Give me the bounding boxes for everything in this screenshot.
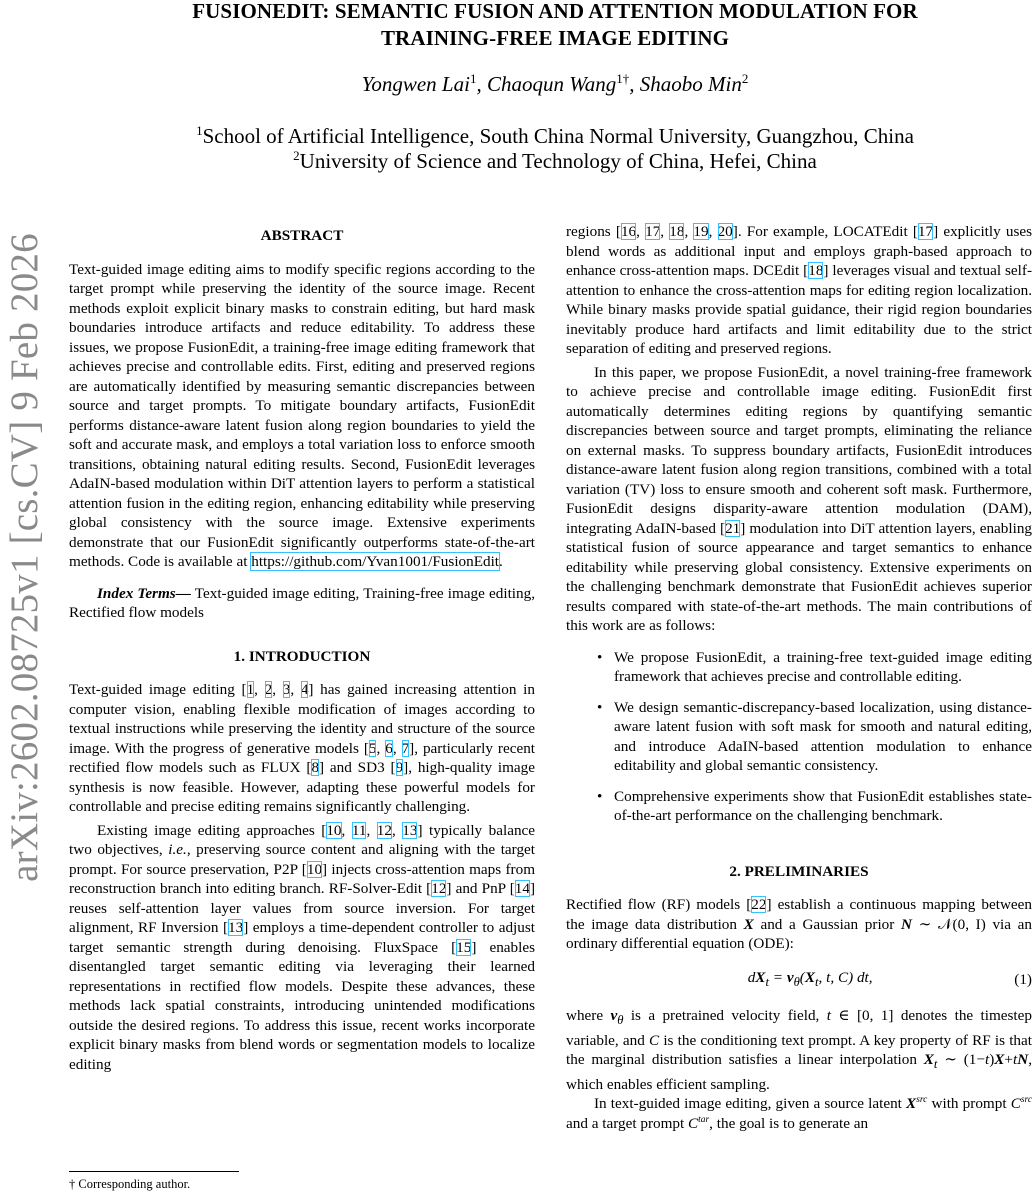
math-symbol: N [900, 915, 912, 933]
text: and a target prompt [566, 1114, 689, 1132]
list-item: • Comprehensive experiments show that FusionEdit establishes state-of-the-art performance on the challenging benchmark. [566, 787, 1032, 826]
affiliation-mark: 2 [293, 148, 300, 163]
intro-paragraph-2-cont: regions [16, 17, 18, 19, 20]. For example, LOCATEdit [17] explicitly uses blend words as additional input and employs graph-based approach to enhance cross-attention maps. DCEdit [18] leverages visual and textual self-attention to enhance the cross-attention maps for editing region localization. While binary masks provide spatial guidance, their rigid region boundaries inevitably produce hard artifacts and limit editability due to the strict separation of editing and preserved regions. [566, 223, 1033, 357]
citation[interactable]: 10 [306, 860, 323, 878]
text: has gained increasing attention in computer vision, enabling flexible modification of images according to textual instructions while preserving the identity and structure of the source image. With the progress of generative models [69, 681, 535, 757]
citation[interactable]: 18 [669, 223, 685, 240]
text: ∼ 𝒩(0, I) via an ordinary differential equation (ODE): [566, 915, 1032, 952]
text: ∈ [0, 1] denotes the timestep variable, and [566, 1007, 1032, 1049]
abstract-text: Text-guided image editing aims to modify specific regions according to the target prompt while preserving the identity of the source image. Recent methods exploit explicit binary masks to constrain editing, but hard mask boundaries introduce artifacts and reduce editability. To address these issues, we propose FusionEdit, a training-free image editing framework that achieves precise and controllable edits. First, editing and preserved regions are automatically identified by measuring semantic discrepancies between source and target prompts. To mitigate boundary artifacts, FusionEdit performs distance-aware latent fusion along region boundaries to yield the soft and accurate mask, and employs a total variation loss to enforce smooth transitions, obtaining natural editing results. Second, FusionEdit leverages AdaIN-based modulation within DiT attention layers to perform a statistical attention fusion in the editing region, enhancing editability while preserving global consistency with the source image. Extensive experiments demonstrate that our FusionEdit significantly outperforms state-of-the-art methods. Code is available at [69, 260, 535, 570]
citation[interactable]: 4 [300, 681, 309, 698]
index-terms-text: Text-guided image editing, Training-free image editing, Rectified flow models [69, 584, 536, 621]
text: is the conditioning text prompt. A key property of RF is that the marginal distribution satisfies a linear interpolation [566, 1031, 1032, 1069]
text: reuses self-attention layer values from source inversion. For target alignment, RF Inversion [69, 899, 535, 936]
citation[interactable]: 2 [264, 681, 273, 698]
author-name: Yongwen Lai [361, 72, 470, 96]
left-column [69, 222, 535, 1074]
preliminaries-paragraph-2: where $v_\theta$ is a pretrained velocity field, t ∈ [0, 1] denotes the timestep variable, and C is the conditioning text prompt. A key property of RF is that the marginal distribution satisfies a linear interpolation $X_t$ ∼ (1−t)X+tN, which enables efficient sampling. [566, 1007, 1032, 1093]
arxiv-stamp [2, 222, 46, 892]
author-mark: 2 [741, 71, 749, 86]
text: and a Gaussian prior [753, 915, 901, 933]
text: , the goal is to generate an [709, 1114, 869, 1132]
citation[interactable]: 6 [385, 739, 393, 757]
citation[interactable]: 13 [402, 821, 418, 839]
intro-paragraph-2: Existing image editing approaches [10, 11, 12, 13] typically balance two objectives, i.e., preserving source content and aligning with the target prompt. For source preservation, P2P [10] injects cross-attention maps from reconstruction branch into editing branch. RF-Solver-Edit [12] and PnP [14] reuses self-attention layer values from source inversion. For target alignment, RF Inversion [13] employs a time-dependent controller to adjust target semantic strength during denoising. FluxSpace [15] enables disentangled target semantic editing via leveraging their learned representations in rectified flow models. Despite these advances, these methods lack spatial constraints, introducing unintended modifications outside the desired regions. To address this issue, recent works incorporate explicit binary masks from blend words or segmentation models to localize editing [69, 821, 536, 1073]
arxiv-id: arXiv:2602.08725v1 [cs.CV] 9 Feb 2026 [2, 232, 46, 882]
text: where [566, 1007, 611, 1025]
author-mark: 1† [616, 71, 630, 86]
citation[interactable]: 18 [808, 262, 824, 279]
preliminaries-paragraph: Rectified flow (RF) models [22] establish a continuous mapping between the image data distribution X and a Gaussian prior N ∼ 𝒩(0, I) via an ordinary differential equation (ODE): [566, 896, 1032, 952]
text: . For example, LOCATEdit [737, 223, 913, 240]
citation[interactable]: 1 [246, 681, 255, 698]
equation-body: $dX_t = v_\theta(X_t$, t, C) dt, [747, 968, 873, 989]
citation[interactable]: 8 [311, 759, 320, 776]
code-link[interactable]: https://github.com/Yvan1001/FusionEdit [251, 553, 500, 570]
right-column [566, 222, 1032, 1133]
abstract-end: . [499, 553, 503, 570]
text: explicitly uses blend words as additional input and employs graph-based approach to enhance cross-attention maps. DCEdit [566, 223, 1033, 279]
citation[interactable]: 9 [395, 759, 404, 776]
text: , high-quality image synthesis is now feasible. However, adapting these powerful models for controllable and precise editing remains significantly challenging. [69, 759, 536, 815]
footnote: † Corresponding author. [69, 1177, 535, 1192]
text: establish a continuous mapping between the image data distribution [566, 896, 1032, 933]
author-name: Shaobo Min [639, 72, 742, 96]
math-symbol: X [743, 915, 754, 933]
author-list: Yongwen Lai$^1$, Chaoqun Wang$^{1\dagger}$, Shaobo Min$^2$ [361, 71, 749, 96]
list-item: • We design semantic-discrepancy-based localization, using distance-aware latent fusion with soft mask for smooth and natural editing, and introduce AdaIN-based attention modulation to enhance editability and global semantic consistency. [566, 698, 1032, 776]
text: and PnP [451, 880, 510, 897]
text: Existing image editing approaches [97, 821, 322, 839]
preliminaries-paragraph-3: In text-guided image editing, given a source latent $X^{src}$ with prompt $C^{src}$ and a target prompt $C^{tar}$, the goal is to generate an [566, 1095, 1032, 1132]
equation-number: (1) [1014, 971, 1032, 989]
abstract-heading: ABSTRACT [260, 227, 344, 244]
intro-paragraph-3: In this paper, we propose FusionEdit, a novel training-free framework to achieve precise and controllable image editing. FusionEdit first automatically determines editing regions by quantifying semantic discrepancies between source and target prompts, eliminating the reliance on external masks. To suppress boundary artifacts, FusionEdit introduces distance-aware latent fusion along region transitions, combined with a total variation (TV) loss to ensure smooth and coherent soft mask. Furthermore, FusionEdit designs disparity-aware attention modulation (DAM), integrating AdaIN-based [21] modulation into DiT attention layers, enabling statistical fusion of source appearance and target semantics to enhance editability while preserving global consistency. Extensive experiments on the challenging benchmark demonstrate that FusionEdit achieves superior results compared with state-of-the-art methods. The main contributions of this work are as follows: [566, 363, 1033, 634]
equation-1 [566, 968, 1032, 993]
index-terms-label: Index Terms— [97, 584, 191, 602]
author-name: Chaoqun Wang [486, 72, 617, 96]
affiliations [0, 124, 1033, 174]
text: regions [566, 223, 616, 240]
text: i.e. [168, 841, 187, 858]
preliminaries-heading: 2. PRELIMINARIES [729, 862, 869, 880]
list-item: • We propose FusionEdit, a training-free text-guided image editing framework that achieves precise and controllable editing. [566, 648, 1032, 687]
affiliation-mark: 1 [196, 123, 203, 138]
text: typically balance two objectives, [69, 821, 536, 858]
affiliation-2 [0, 149, 1033, 174]
citation[interactable]: 21 [725, 519, 741, 537]
affiliation-text: School of Artificial Intelligence, South China Normal University, Guangzhou, China [202, 124, 914, 148]
text: with prompt [927, 1095, 1011, 1113]
citation[interactable]: 15 [456, 938, 472, 956]
text: In this paper, we propose FusionEdit, a novel training-free framework to achieve precise and controllable image editing. FusionEdit first automatically determines editing regions by quantifying semantic discrepancies between source and target prompts, eliminating the reliance on external masks. To suppress boundary artifacts, FusionEdit introduces distance-aware latent fusion along region transitions, combined with a total variation (TV) loss to ensure smooth and coherent soft mask. Furthermore, FusionEdit designs disparity-aware attention modulation (DAM), integrating AdaIN-based [566, 363, 1032, 537]
author-mark: 1 [469, 71, 477, 86]
text: , particularly recent rectified flow models such as FLUX [69, 739, 536, 776]
citation[interactable]: 12 [431, 880, 447, 897]
citation[interactable]: 16 [620, 223, 637, 240]
citation[interactable]: 11 [351, 821, 367, 839]
text: Text-guided image editing [69, 681, 242, 698]
citation[interactable]: 12 [376, 821, 392, 839]
text: , which enables efficient sampling. [566, 1051, 1032, 1093]
citation[interactable]: 13 [228, 919, 244, 936]
citation[interactable]: 22 [751, 896, 767, 913]
text: employs a time-dependent controller to adjust target semantic strength during denoising. FluxSpace [69, 919, 535, 956]
citation[interactable]: 7 [401, 739, 410, 757]
text: leverages visual and textual self-attention to enhance the cross-attention maps for editing region localization. While binary masks provide spatial guidance, their rigid region boundaries inevitably produce hard artifacts and limit editability due to the strict separation of editing and preserved regions. [566, 262, 1032, 357]
affiliation-1 [0, 124, 1033, 149]
intro-heading: 1. INTRODUCTION [233, 647, 371, 665]
citation[interactable]: 20 [717, 223, 733, 240]
index-terms [69, 584, 535, 623]
contribution-list [566, 648, 1032, 826]
text: is a pretrained velocity field, [623, 1007, 827, 1025]
citation[interactable]: 17 [645, 223, 661, 240]
text: enables disentangled target semantic editing via leveraging their learned representations in rectified flow models. Despite these advances, these methods lack spatial constraints, introducing unintended modifications outside the desired regions. To address this issue, recent works incorporate explicit binary masks from blend words or segmentation models to localize editing [69, 938, 535, 1073]
text: injects cross-attention maps from reconstruction branch into editing branch. RF-Solver-Edit [69, 860, 536, 897]
intro-paragraph-1: Text-guided image editing [1, 2, 3, 4] has gained increasing attention in computer vision, enabling flexible modification of images according to textual instructions while preserving the identity and structure of the source image. With the progress of generative models [5, 6, 7], particularly recent rectified flow models such as FLUX [8] and SD3 [9], high-quality image synthesis is now feasible. However, adapting these powerful models for controllable and precise editing remains significantly challenging. [69, 681, 536, 815]
text: modulation into DiT attention layers, enabling statistical fusion of source appearance and target semantics to enhance editability while preserving global consistency. Extensive experiments on the challenging benchmark demonstrate that FusionEdit achieves superior results compared with state-of-the-art methods. The main contributions of this work are as follows: [566, 519, 1033, 634]
citation[interactable]: 3 [282, 681, 291, 698]
text: In text-guided image editing, given a source latent [594, 1095, 907, 1113]
paper-title [0, 0, 1033, 52]
affiliation-text: University of Science and Technology of China, Hefei, China [299, 149, 817, 173]
citation[interactable]: 17 [917, 223, 934, 240]
abstract-body [69, 260, 535, 572]
title-line-2: TRAINING-FREE IMAGE EDITING [380, 26, 730, 50]
text: , preserving source content and aligning with the target prompt. For source preservation, P2P [69, 841, 535, 878]
title-line-1: FUSIONEDIT: SEMANTIC FUSION AND ATTENTION MODULATION FOR [192, 0, 918, 23]
citation[interactable]: 14 [514, 880, 530, 897]
citation[interactable]: 5 [368, 739, 377, 757]
citation[interactable]: 19 [693, 223, 709, 240]
text: and SD3 [324, 759, 391, 776]
text: Rectified flow (RF) models [566, 896, 747, 913]
citation[interactable]: 10 [326, 821, 342, 839]
